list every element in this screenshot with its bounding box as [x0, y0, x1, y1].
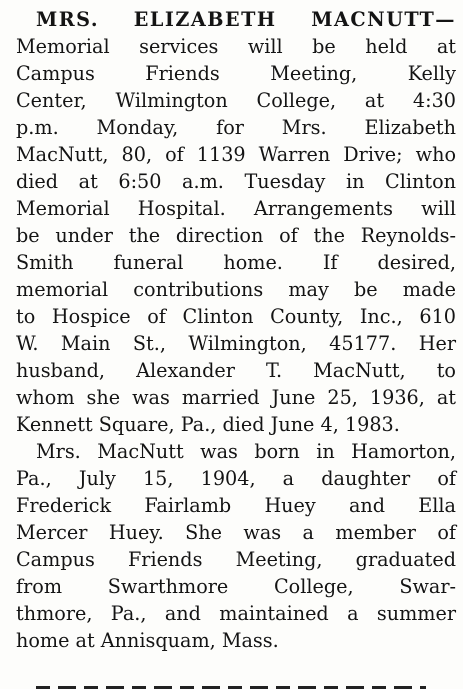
text-line: Kennett Square, Pa., died June 4, 1983.	[16, 413, 400, 436]
text-line: home at Annisquam, Mass.	[16, 629, 279, 652]
text-line: memorial contributions may be made	[16, 278, 456, 301]
obituary-paragraph-2	[16, 438, 456, 654]
text-line: Mrs. MacNutt was born in Hamorton,	[36, 440, 456, 463]
text-line: Frederick Fairlamb Huey and Ella	[16, 494, 456, 517]
text-line: Campus Friends Meeting, graduated	[16, 548, 456, 571]
text-line: whom she was married June 25, 1936, at	[16, 386, 456, 409]
headline-line	[16, 6, 456, 33]
text-line: Smith funeral home. If desired,	[16, 251, 456, 274]
text-line: p.m. Monday, for Mrs. Elizabeth	[16, 116, 456, 139]
text-line: Campus Friends Meeting, Kelly	[16, 62, 456, 85]
obituary-headline: MRS. ELIZABETH MACNUTT—	[36, 8, 456, 31]
text-line: be under the direction of the Reynolds-	[16, 224, 456, 247]
text-line: from Swarthmore College, Swar-	[16, 575, 456, 598]
text-line: died at 6:50 a.m. Tuesday in Clinton	[16, 170, 456, 193]
obituary-paragraph-1	[16, 6, 456, 438]
text-line: MacNutt, 80, of 1139 Warren Drive; who	[16, 143, 456, 166]
text-line: Memorial Hospital. Arrangements will	[16, 197, 456, 220]
text-line: Pa., July 15, 1904, a daughter of	[16, 467, 456, 490]
obituary-column	[16, 6, 456, 654]
text-line: W. Main St., Wilmington, 45177. Her	[16, 332, 456, 355]
text-line: husband, Alexander T. MacNutt, to	[16, 359, 456, 382]
text-line: thmore, Pa., and maintained a summer	[16, 602, 456, 625]
text-line: Memorial services will be held at	[16, 35, 456, 58]
cut-off-next-line	[36, 680, 426, 689]
text-line: to Hospice of Clinton County, Inc., 610	[16, 305, 456, 328]
text-line: Center, Wilmington College, at 4:30	[16, 89, 456, 112]
text-line: Mercer Huey. She was a member of	[16, 521, 456, 544]
